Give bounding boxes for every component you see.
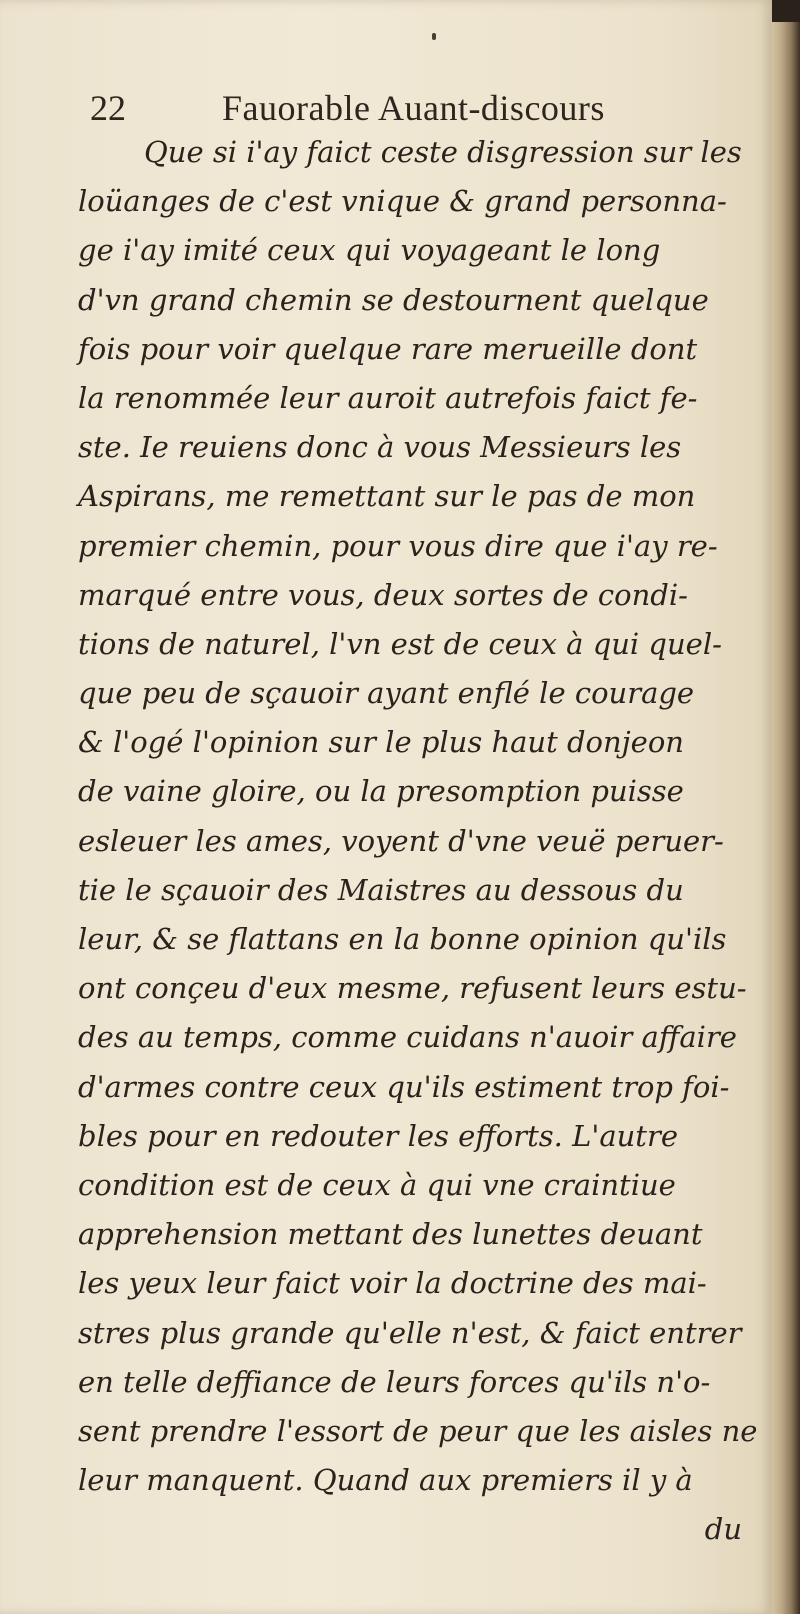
text-line: les yeux leur faict voir la doctrine des mai-: [78, 1266, 707, 1301]
text-line: ge i'ay imité ceux qui voyageant le long: [78, 233, 661, 268]
binding-shadow: [772, 0, 800, 22]
text-line: sent prendre l'essort de peur que les aisles ne: [78, 1413, 758, 1448]
text-line: que peu de sçauoir ayant enflé le courage: [78, 676, 695, 711]
text-line: fois pour voir quelque rare merueille dont: [78, 331, 698, 366]
text-line: tie le sçauoir des Maistres au dessous du: [78, 872, 684, 907]
text-line: & l'ogé l'opinion sur le plus haut donjeon: [78, 725, 684, 760]
running-head: Fauorable Auant-discours: [222, 88, 605, 128]
text-line: loüanges de c'est vnique & grand personna-: [78, 184, 727, 219]
text-line: des au temps, comme cuidans n'auoir affaire: [78, 1020, 737, 1055]
text-line: la renommée leur auroit autrefois faict fe-: [78, 380, 698, 415]
text-line: bles pour en redouter les efforts. L'autre: [78, 1118, 678, 1153]
text-line: esleuer les ames, voyent d'vne veuë peruer-: [78, 823, 724, 858]
text-line: premier chemin, pour vous dire que i'ay re-: [78, 528, 718, 563]
text-line: de vaine gloire, ou la presomption puisse: [78, 774, 684, 809]
text-line: ont conçeu d'eux mesme, refusent leurs estu-: [78, 971, 747, 1006]
text-line: d'vn grand chemin se destournent quelque: [78, 282, 709, 317]
ink-speck: [432, 33, 436, 40]
body-text: [78, 128, 758, 1554]
text-line: stres plus grande qu'elle n'est, & faict entrer: [78, 1315, 742, 1350]
text-line: marqué entre vous, deux sortes de condi-: [78, 577, 688, 612]
text-line: ste. Ie reuiens donc à vous Messieurs les: [78, 430, 682, 465]
text-line: en telle deffiance de leurs forces qu'ils n'o-: [78, 1364, 711, 1399]
catchword: du: [704, 1512, 742, 1547]
text-line: Que si i'ay faict ceste disgression sur les: [144, 135, 742, 169]
text-line: apprehension mettant des lunettes deuant: [78, 1217, 703, 1252]
page-header: [90, 83, 690, 133]
text-line: tions de naturel, l'vn est de ceux à qui quel-: [78, 626, 722, 661]
text-line: d'armes contre ceux qu'ils estiment trop foi-: [78, 1069, 730, 1104]
text-line: Aspirans, me remettant sur le pas de mon: [78, 479, 696, 514]
text-line: leur, & se flattans en la bonne opinion qu'ils: [78, 922, 727, 956]
text-line: condition est de ceux à qui vne craintiue: [78, 1167, 676, 1202]
page-number: 22: [90, 88, 126, 128]
page-fore-edge: [772, 0, 800, 1614]
text-line: leur manquent. Quand aux premiers il y à: [78, 1463, 693, 1498]
